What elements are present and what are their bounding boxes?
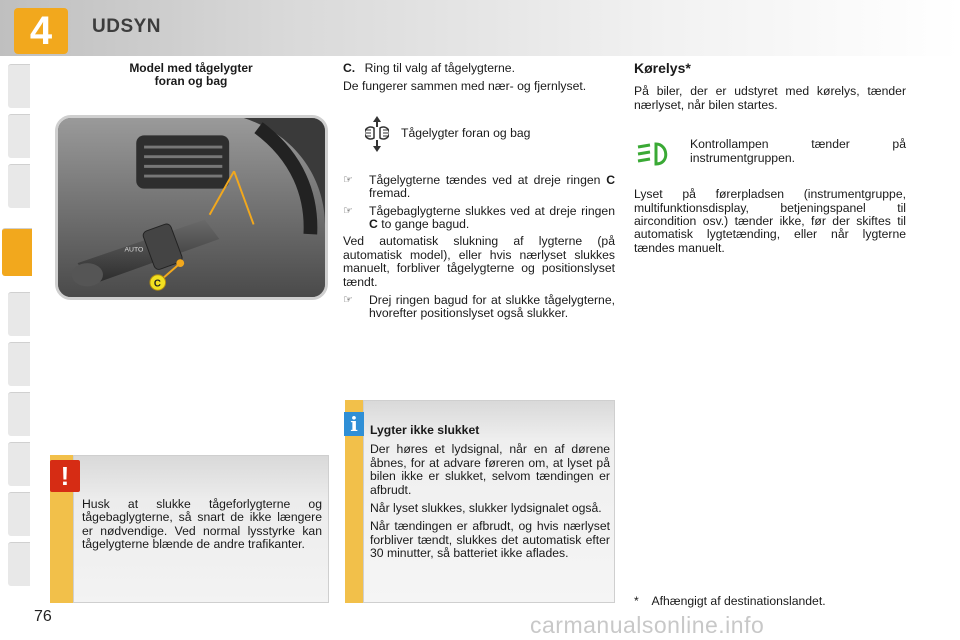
column-daytime-lights: [634, 62, 906, 260]
drl-indicator-icon: [634, 140, 674, 168]
figure-caption-line2: foran og bag: [154, 74, 228, 88]
drl-lamp-row: [634, 138, 906, 168]
info-icon: i: [344, 412, 364, 436]
pointer-icon: ☞: [343, 204, 353, 217]
air-vent: [136, 135, 229, 188]
column-fog-lamps: [343, 62, 615, 325]
fog-icon-label: Tågelygter foran og bag: [401, 126, 531, 141]
ring-c-label: C: [153, 278, 161, 290]
drl-heading: Kørelys*: [634, 60, 691, 76]
drl-paragraph: Lyset på førerpladsen (instrumentgruppe, multifunktionsdisplay, betjeningspanel til aircondition osv.) tænder ikke, før der skiftes til automatisk lygtetænding, eller når lygterne tændes manuelt.: [634, 187, 906, 255]
watermark: carmanualsonline.info: [530, 612, 765, 638]
page-number: 76: [34, 608, 52, 625]
fog-icon-row: [365, 116, 615, 152]
chapter-tab[interactable]: [8, 342, 30, 386]
warning-text: Husk at slukke tågeforlygterne og tågebaglygterne, så snart de ikke længere er nødvendige. Ved normal lysstyrke kan tågelygterne blænde de andre trafikanter.: [82, 497, 322, 552]
info-title: Lygter ikke slukket: [370, 423, 480, 437]
footnote-text: Afhængigt af destinationslandet.: [651, 594, 826, 608]
chapter-tabs: [0, 56, 30, 580]
auto-off-paragraph: Ved automatisk slukning af lygterne (på automatisk model), eller hvis nærlyset slukkes manuelt, forbliver tågelygterne og positionslyset tændt.: [343, 234, 615, 289]
info-content: [370, 424, 610, 566]
info-p2: Når lyset slukkes, slukker lydsignalet også.: [370, 501, 602, 516]
info-p3: Når tændingen er afbrudt, og hvis nærlyset forbliver tændt, slukkes det automatisk efter 30 minutter, så batteriet ikke aflades.: [370, 519, 610, 561]
chapter-tab[interactable]: [8, 292, 30, 336]
light-stalk-illustration: [58, 118, 325, 297]
fog-intro: De fungerer sammen med nær- og fjernlyset.: [343, 79, 587, 94]
chapter-tab[interactable]: [8, 114, 30, 158]
drl-intro: På biler, der er udstyret med kørelys, tænder nærlyset, når bilen startes.: [634, 84, 906, 112]
info-p1: Der høres et lydsignal, når en af dørene åbnes, for at advare føreren om, at lyset på bilen ikke er slukket, selvom tændingen er afbrudt.: [370, 442, 610, 497]
footnote-star: *: [634, 594, 639, 608]
footnote: [634, 594, 826, 608]
auto-label: AUTO: [124, 246, 144, 254]
light-stalk-figure: [55, 115, 328, 300]
pointer-icon: ☞: [343, 173, 353, 186]
chapter-tab[interactable]: [8, 492, 30, 536]
bullet-fog-off: ☞ Drej ringen bagud for at slukke tågelygterne, hvorefter positionslyset også slukker.: [343, 293, 615, 321]
chapter-tab-active[interactable]: [2, 228, 32, 276]
drl-lamp-text: Kontrollampen tænder på instrumentgruppen.: [690, 137, 906, 165]
pointer-icon: ☞: [343, 294, 353, 307]
chapter-tab[interactable]: [8, 164, 30, 208]
bullet-rear-fog-off: ☞ Tågebaglygterne slukkes ved at dreje ringen C to gange bagud.: [343, 203, 615, 232]
bullet-fog-on: ☞ Tågelygterne tændes ved at dreje ringen C fremad.: [343, 172, 616, 201]
ring-c-text: Ring til valg af tågelygterne.: [364, 61, 515, 75]
warning-icon: !: [50, 460, 80, 492]
chapter-title: UDSYN: [92, 16, 162, 37]
ring-c-definition: [343, 62, 615, 75]
chapter-tab[interactable]: [8, 542, 30, 586]
ring-c-ref: C.: [343, 61, 356, 75]
figure-caption: [96, 62, 286, 88]
chapter-tab[interactable]: [8, 442, 30, 486]
chapter-number: 4: [14, 8, 68, 54]
fog-lamp-icon: [365, 116, 389, 152]
figure-caption-line1: Model med tågelygter: [129, 61, 253, 75]
chapter-tab[interactable]: [8, 64, 30, 108]
chapter-tab[interactable]: [8, 392, 30, 436]
